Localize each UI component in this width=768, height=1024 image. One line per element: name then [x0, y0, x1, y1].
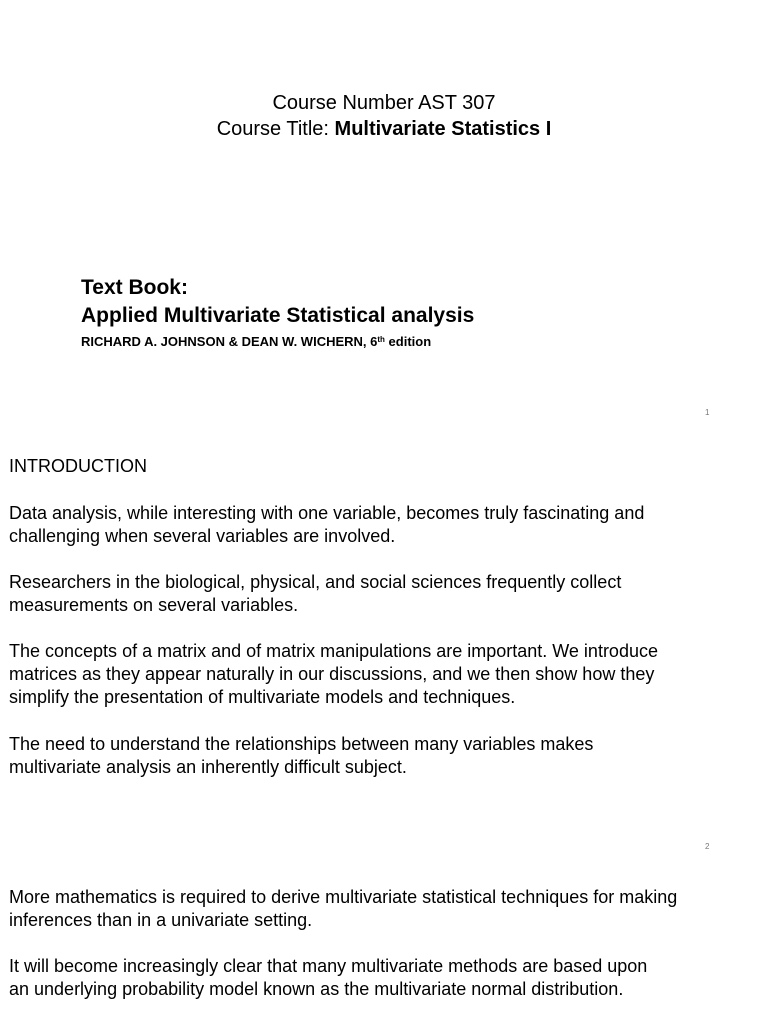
paragraph [9, 640, 749, 709]
edition-suffix: edition [384, 334, 432, 349]
textbook-title: Applied Multivariate Statistical analysis [81, 304, 475, 327]
paragraph-line: More mathematics is required to derive multivariate statistical techniques for making [9, 887, 678, 907]
paragraph-line: challenging when several variables are involved. [9, 526, 396, 546]
paragraph [9, 733, 749, 779]
textbook-heading: Text Book: [81, 276, 188, 299]
paragraph-line: It will become increasingly clear that many multivariate methods are based upon [9, 956, 648, 976]
section-heading: INTRODUCTION [9, 456, 147, 476]
textbook-authors [81, 331, 431, 350]
course-number: Course Number AST 307 [272, 92, 496, 114]
paragraph-line: The concepts of a matrix and of matrix manipulations are important. We introduce [9, 641, 658, 661]
paragraph [9, 886, 749, 932]
paragraph-line: multivariate analysis an inherently difficult subject. [9, 757, 407, 777]
paragraph [9, 571, 749, 617]
paragraph-line: matrices as they appear naturally in our discussions, and we then show how they [9, 664, 655, 684]
authors-text: RICHARD A. JOHNSON & DEAN W. WICHERN, 6 [81, 334, 378, 349]
paragraph-line: The need to understand the relationships between many variables makes [9, 734, 594, 754]
course-title-value: Multivariate Statistics I [334, 118, 552, 140]
course-title-label: Course Title: [216, 118, 335, 140]
paragraph-line: inferences than in a univariate setting. [9, 910, 313, 930]
course-title [0, 116, 768, 142]
paragraph-line: simplify the presentation of multivariate models and techniques. [9, 687, 516, 707]
paragraph [9, 955, 749, 1001]
paragraph [9, 502, 749, 548]
page-number-2: 2 [705, 842, 710, 851]
paragraph-line: Data analysis, while interesting with one variable, becomes truly fascinating and [9, 503, 645, 523]
edition-superscript: th [377, 335, 385, 344]
page-number-1: 1 [705, 408, 710, 417]
paragraph-line: an underlying probability model known as the multivariate normal distribution. [9, 979, 624, 999]
paragraph-line: Researchers in the biological, physical, and social sciences frequently collect [9, 572, 622, 592]
paragraph-line: measurements on several variables. [9, 595, 299, 615]
